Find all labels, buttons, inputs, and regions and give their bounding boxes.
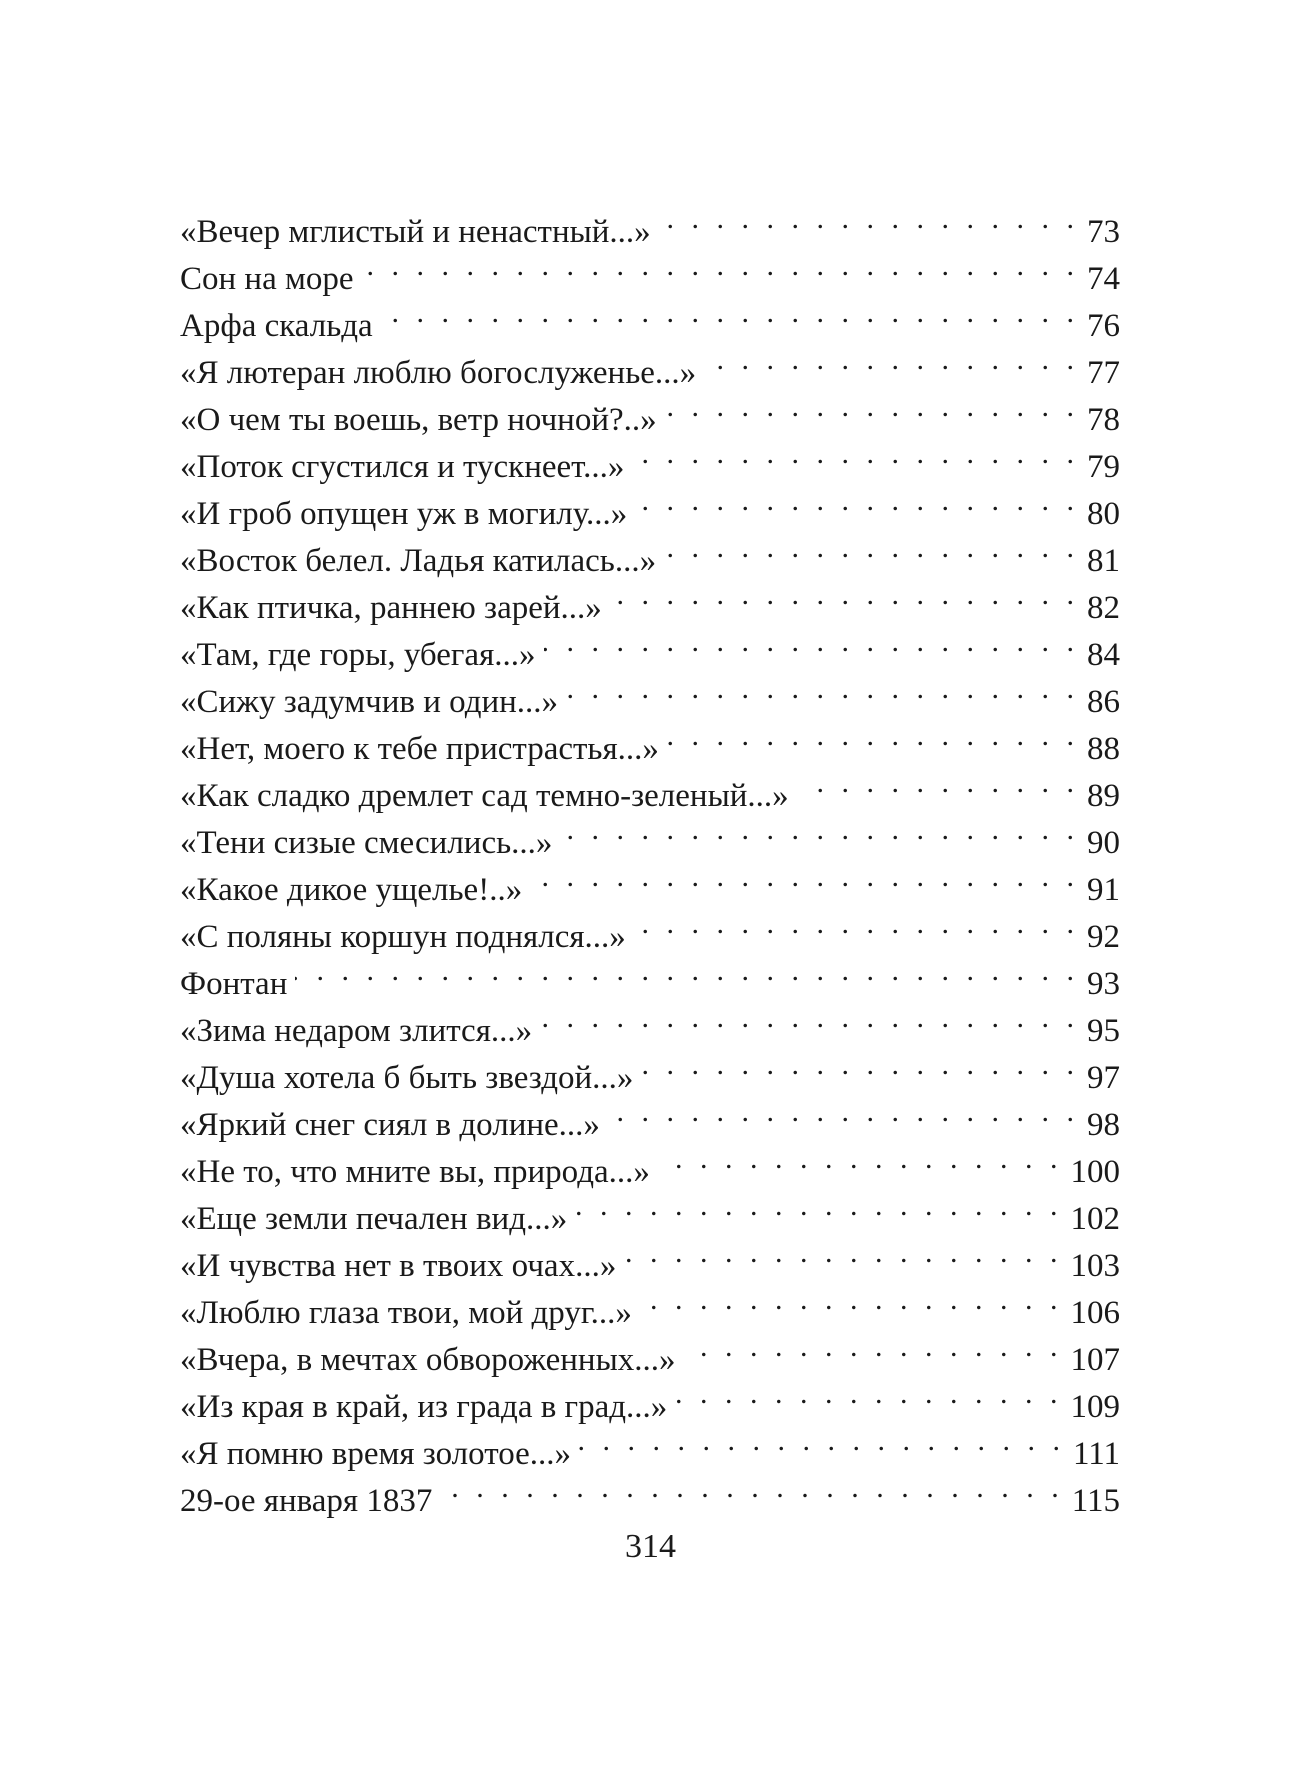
toc-title: «Там, где горы, убегая...» [180,637,536,673]
toc-page-number: 95 [1087,1013,1120,1049]
dot-leader [362,242,1079,289]
dot-leader [664,524,1079,571]
toc-title: «Яркий снег сиял в долине...» [180,1107,600,1143]
toc-title: «И гроб опущен уж в могилу...» [180,496,628,532]
toc-title: «Вечер мглистый и ненастный...» [180,214,651,250]
dot-leader [440,1464,1063,1511]
toc-title: «Не то, что мните вы, природа...» [180,1154,650,1190]
toc-title: Фонтан [180,966,288,1002]
dot-leader [658,1135,1063,1182]
toc-page-number: 100 [1070,1154,1120,1190]
toc-page-number: 80 [1087,496,1120,532]
page-number: 314 [625,1528,676,1565]
toc-title: «Душа хотела б быть звездой...» [180,1060,634,1096]
toc-page-number: 91 [1087,872,1120,908]
dot-leader [641,1041,1079,1088]
dot-leader [579,1417,1065,1464]
toc-title: «Из края в край, из града в град...» [180,1389,668,1425]
toc-page-number: 82 [1087,590,1120,626]
toc-page-number: 115 [1071,1483,1120,1519]
toc-title: Арфа скальда [180,308,373,344]
toc-title: «О чем ты воешь, ветр ночной?..» [180,402,657,438]
toc-page-number: 90 [1087,825,1120,861]
toc-title: «Люблю глаза твои, мой друг...» [180,1295,632,1331]
toc-title: «Я лютеран люблю богослуженье...» [180,355,697,391]
dot-leader [634,900,1079,947]
toc-page-number: 89 [1087,778,1120,814]
toc-page-number: 74 [1087,261,1120,297]
toc-page-number: 109 [1070,1389,1120,1425]
toc-page-number: 102 [1070,1201,1120,1237]
toc-page-number: 98 [1087,1107,1120,1143]
toc-title: «И чувства нет в твоих очах...» [180,1248,617,1284]
dot-leader [675,1370,1062,1417]
toc-page-number: 93 [1087,966,1120,1002]
dot-leader [797,759,1079,806]
toc-title: «Как птичка, раннею зарей...» [180,590,602,626]
toc-page-number: 107 [1070,1342,1120,1378]
dot-leader [684,1323,1063,1370]
toc-page-number: 84 [1087,637,1120,673]
toc-title: «Восток белел. Ладья катилась...» [180,543,657,579]
toc-page-number: 79 [1087,449,1120,485]
dot-leader [560,806,1079,853]
toc-page-number: 77 [1087,355,1120,391]
toc-page-number: 111 [1072,1436,1120,1472]
dot-leader [704,336,1079,383]
dot-leader [530,853,1079,900]
toc-title: «Вчера, в мечтах обвороженных...» [180,1342,676,1378]
toc-title: «Какое дикое ущелье!..» [180,872,523,908]
toc-title: Сон на море [180,261,354,297]
dot-leader [659,195,1079,242]
toc-title: «Я помню время золотое...» [180,1436,572,1472]
toc-page-number: 73 [1087,214,1120,250]
toc-page-number: 86 [1087,684,1120,720]
toc-title: «Нет, моего к тебе пристрастья...» [180,731,659,767]
toc-title: «Зима недаром злится...» [180,1013,533,1049]
toc-title: «Сижу задумчив и один...» [180,684,559,720]
dot-leader [540,994,1079,1041]
dot-leader [667,712,1079,759]
dot-leader [610,571,1079,618]
toc-title: «Как сладко дремлет сад темно-зеленый...» [180,778,789,814]
toc-page-number: 92 [1087,919,1120,955]
toc-page-number: 78 [1087,402,1120,438]
toc-page-number: 106 [1070,1295,1120,1331]
dot-leader [575,1182,1062,1229]
dot-leader [295,947,1079,994]
toc-title: «Еще земли печален вид...» [180,1201,568,1237]
dot-leader [640,1276,1063,1323]
toc-entry [180,994,1120,1049]
dot-leader [632,430,1079,477]
toc-page-number: 103 [1070,1248,1120,1284]
table-of-contents [180,195,1120,1519]
dot-leader [608,1088,1079,1135]
dot-leader [544,618,1079,665]
dot-leader [635,477,1079,524]
toc-page-number: 76 [1087,308,1120,344]
toc-page-number: 81 [1087,543,1120,579]
dot-leader [624,1229,1062,1276]
toc-entry [180,195,1120,250]
toc-title: «Поток сгустился и тускнеет...» [180,449,625,485]
toc-entry [180,947,1120,1002]
toc-title: «С поляны коршун поднялся...» [180,919,626,955]
dot-leader [665,383,1079,430]
dot-leader [381,289,1079,336]
toc-title: «Тени сизые смесились...» [180,825,553,861]
toc-title: 29-ое января 1837 [180,1483,433,1519]
toc-page-number: 88 [1087,731,1120,767]
dot-leader [566,665,1079,712]
toc-page-number: 97 [1087,1060,1120,1096]
